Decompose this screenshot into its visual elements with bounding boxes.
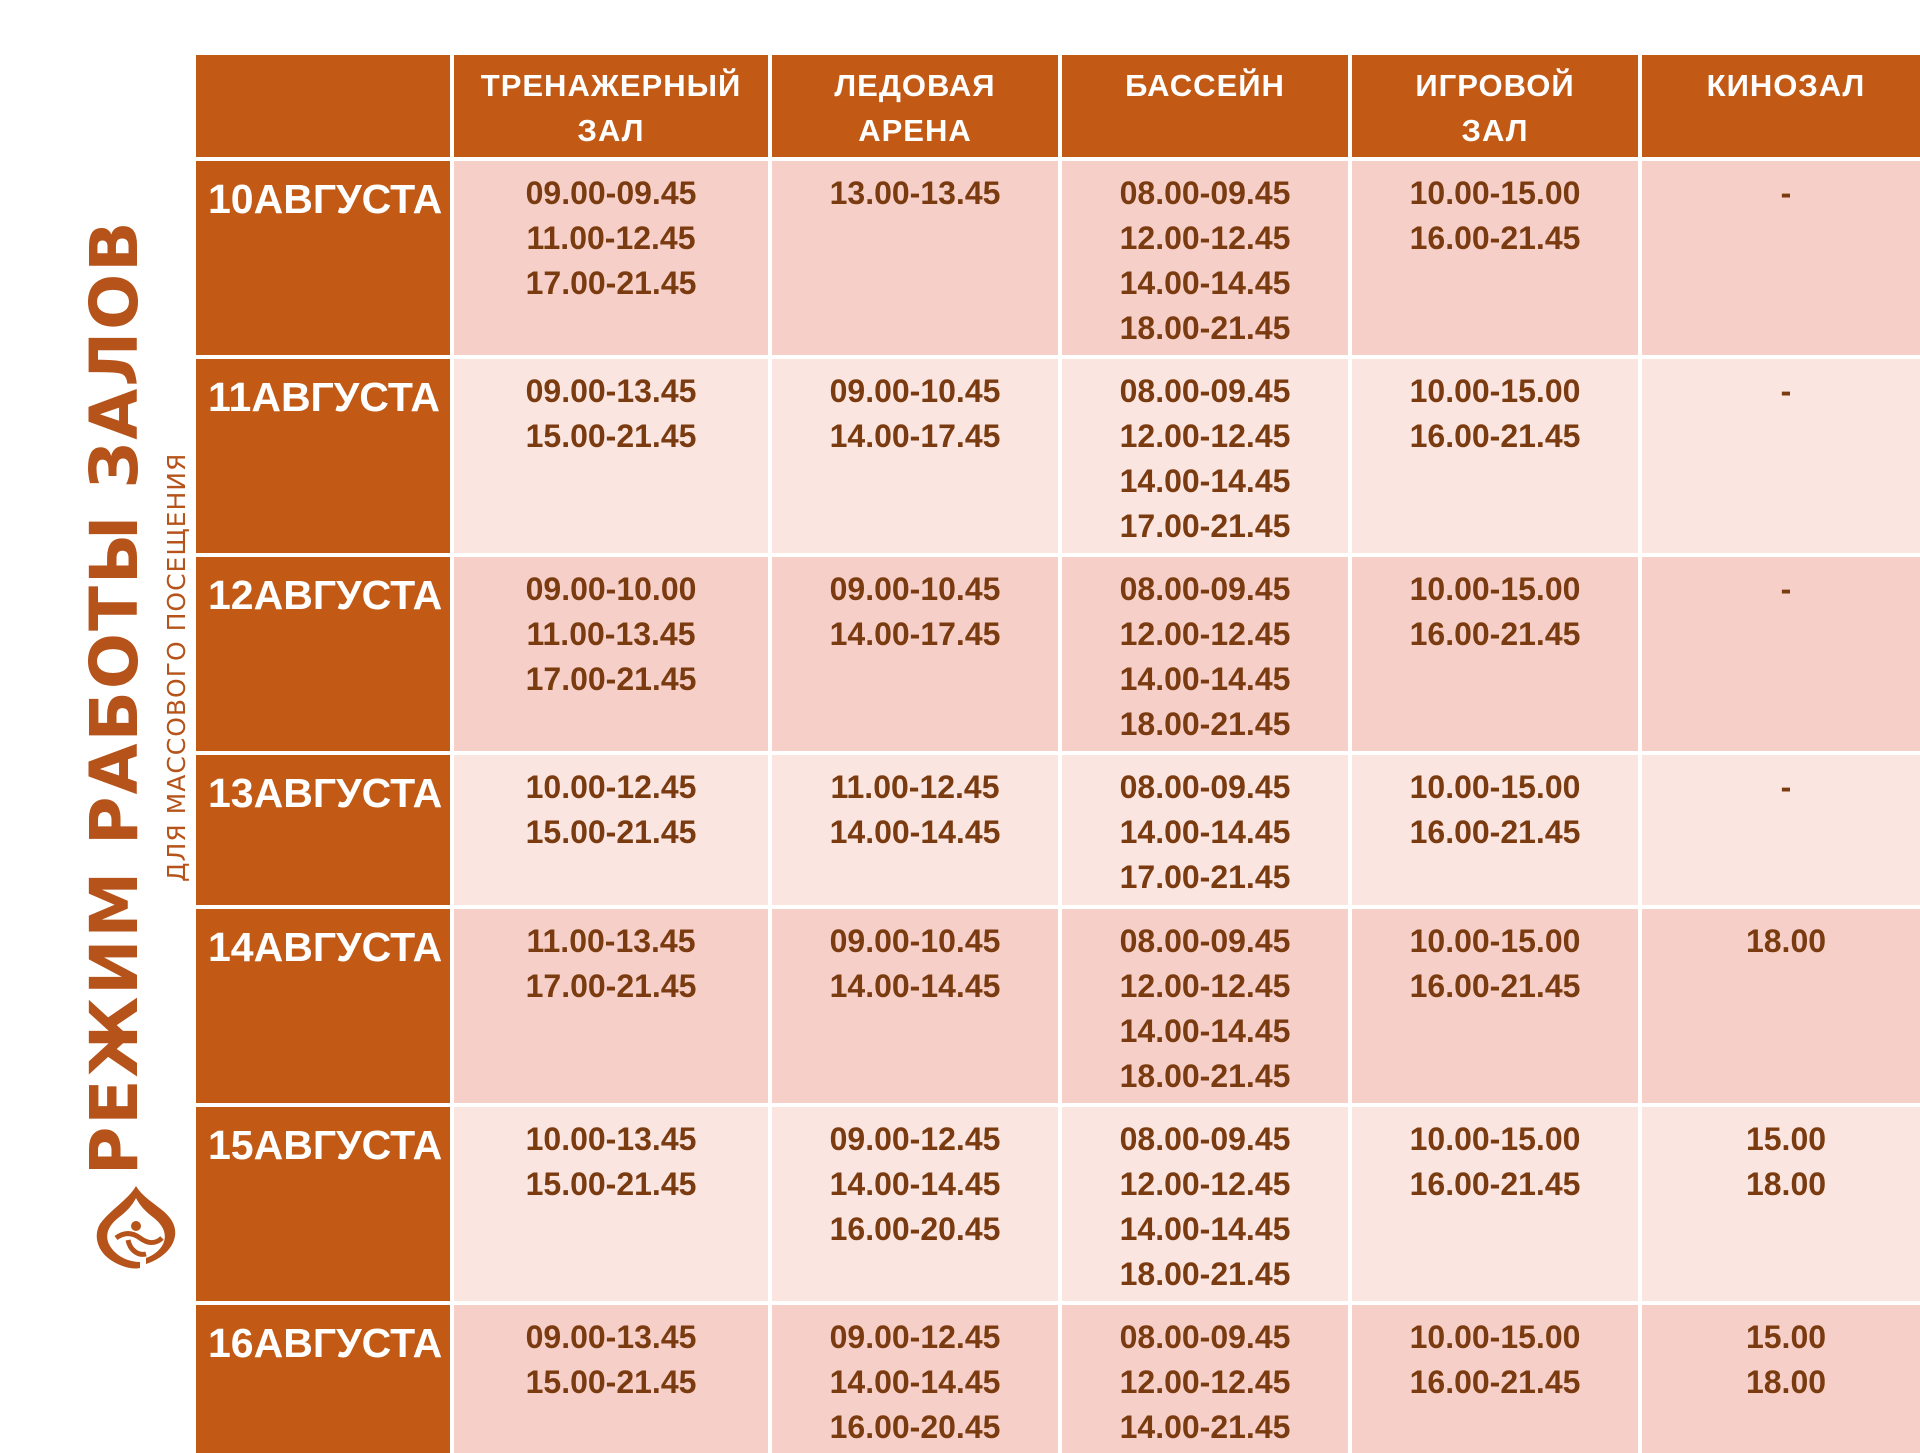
column-header: ИГРОВОЙ ЗАЛ: [1352, 55, 1638, 157]
page-title: РЕЖИМ РАБОТЫ ЗАЛОВ: [76, 219, 153, 1175]
schedule-cell: 18.00: [1642, 909, 1920, 1103]
schedule-cell: 09.00-10.45 14.00-17.45: [772, 359, 1058, 553]
schedule-cell: 10.00-13.45 15.00-21.45: [454, 1107, 768, 1301]
page-subtitle: ДЛЯ МАССОВОГО ПОСЕЩЕНИЯ: [162, 452, 191, 882]
schedule-cell: 11.00-13.45 17.00-21.45: [454, 909, 768, 1103]
schedule-cell: 10.00-15.00 16.00-21.45: [1352, 161, 1638, 355]
row-date: 13АВГУСТА: [196, 755, 450, 905]
schedule-cell: 09.00-10.00 11.00-13.45 17.00-21.45: [454, 557, 768, 751]
column-header: ТРЕНАЖЕРНЫЙ ЗАЛ: [454, 55, 768, 157]
schedule-cell: 09.00-13.45 15.00-21.45: [454, 1305, 768, 1453]
header-corner: [196, 55, 450, 157]
schedule-cell: 08.00-09.45 12.00-12.45 14.00-14.45 18.00-21.45: [1062, 557, 1348, 751]
row-date: 16АВГУСТА: [196, 1305, 450, 1453]
schedule-cell: -: [1642, 755, 1920, 905]
schedule-cell: 10.00-15.00 16.00-21.45: [1352, 909, 1638, 1103]
column-header: КИНОЗАЛ: [1642, 55, 1920, 157]
row-date: 14АВГУСТА: [196, 909, 450, 1103]
row-date: 10АВГУСТА: [196, 161, 450, 355]
schedule-cell: 11.00-12.45 14.00-14.45: [772, 755, 1058, 905]
schedule-cell: 08.00-09.45 12.00-12.45 14.00-14.45 17.00-21.45: [1062, 359, 1348, 553]
schedule-cell: 09.00-10.45 14.00-14.45: [772, 909, 1058, 1103]
schedule-cell: -: [1642, 359, 1920, 553]
schedule-cell: 10.00-15.00 16.00-21.45: [1352, 557, 1638, 751]
schedule-cell: -: [1642, 557, 1920, 751]
schedule-cell: 10.00-12.45 15.00-21.45: [454, 755, 768, 905]
schedule-cell: 13.00-13.45: [772, 161, 1058, 355]
row-date: 15АВГУСТА: [196, 1107, 450, 1301]
schedule-cell: 10.00-15.00 16.00-21.45: [1352, 755, 1638, 905]
schedule-cell: -: [1642, 161, 1920, 355]
logo-icon: [88, 1180, 184, 1280]
row-date: 12АВГУСТА: [196, 557, 450, 751]
row-date: 11АВГУСТА: [196, 359, 450, 553]
schedule-cell: 08.00-09.45 12.00-12.45 14.00-21.45: [1062, 1305, 1348, 1453]
schedule-cell: 08.00-09.45 14.00-14.45 17.00-21.45: [1062, 755, 1348, 905]
schedule-cell: 09.00-12.45 14.00-14.45 16.00-20.45: [772, 1305, 1058, 1453]
schedule-cell: 09.00-13.45 15.00-21.45: [454, 359, 768, 553]
side-title: [76, 150, 191, 1290]
schedule-cell: 10.00-15.00 16.00-21.45: [1352, 1305, 1638, 1453]
schedule-cell: 09.00-10.45 14.00-17.45: [772, 557, 1058, 751]
schedule-cell: 08.00-09.45 12.00-12.45 14.00-14.45 18.00-21.45: [1062, 161, 1348, 355]
schedule-cell: 10.00-15.00 16.00-21.45: [1352, 1107, 1638, 1301]
schedule-cell: 09.00-09.45 11.00-12.45 17.00-21.45: [454, 161, 768, 355]
schedule-table: [196, 55, 1910, 1453]
schedule-cell: 08.00-09.45 12.00-12.45 14.00-14.45 18.00-21.45: [1062, 1107, 1348, 1301]
schedule-cell: 15.00 18.00: [1642, 1305, 1920, 1453]
schedule-cell: 15.00 18.00: [1642, 1107, 1920, 1301]
schedule-cell: 10.00-15.00 16.00-21.45: [1352, 359, 1638, 553]
schedule-cell: 09.00-12.45 14.00-14.45 16.00-20.45: [772, 1107, 1058, 1301]
schedule-cell: 08.00-09.45 12.00-12.45 14.00-14.45 18.00-21.45: [1062, 909, 1348, 1103]
column-header: ЛЕДОВАЯ АРЕНА: [772, 55, 1058, 157]
column-header: БАССЕЙН: [1062, 55, 1348, 157]
